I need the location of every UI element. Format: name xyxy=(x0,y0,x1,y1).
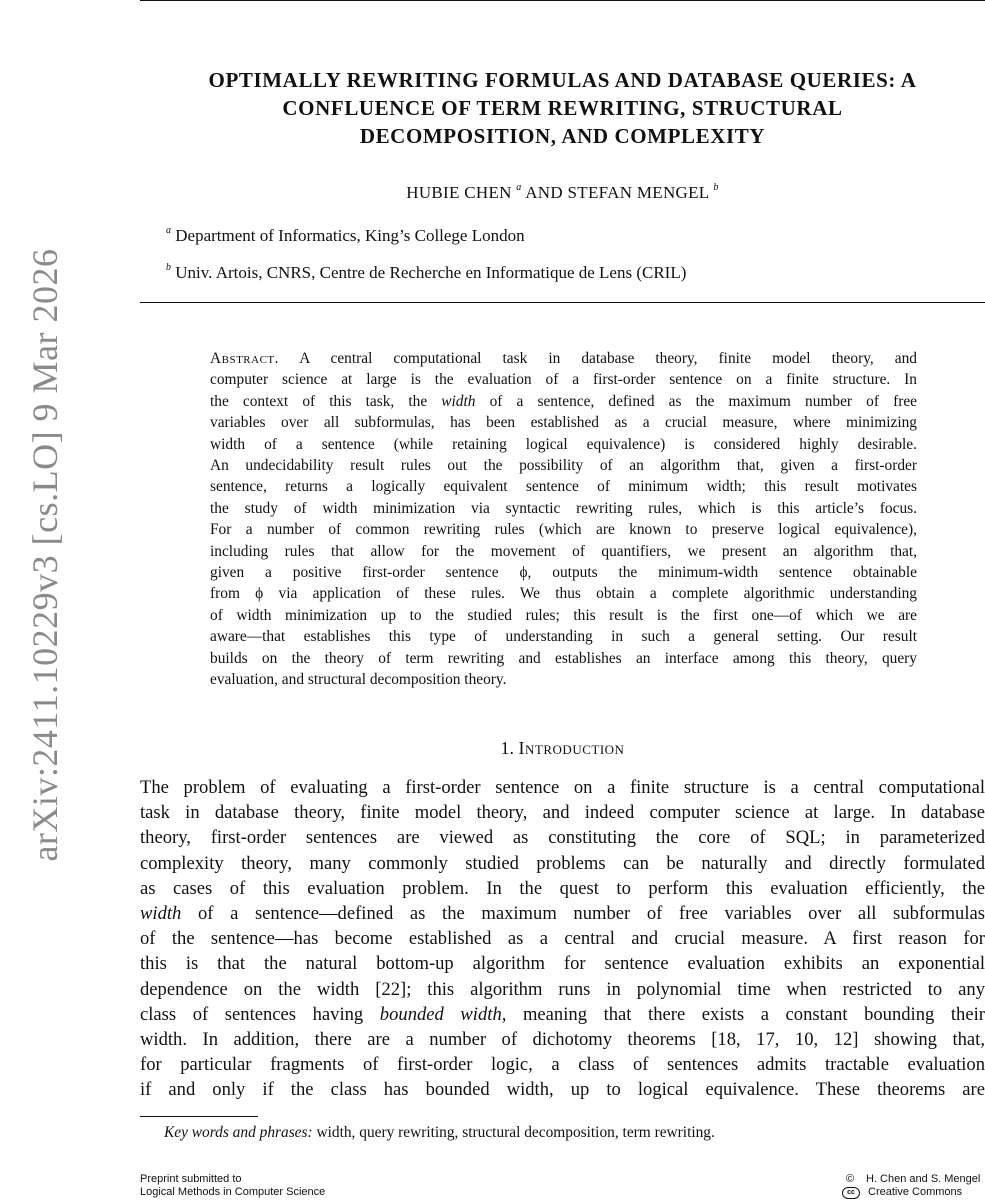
author-list xyxy=(140,183,985,203)
body-line: theory, first-order sentences are viewed as constituting the core of SQL; in parameterized xyxy=(140,827,985,849)
title-line: CONFLUENCE OF TERM REWRITING, STRUCTURAL xyxy=(282,96,843,120)
affiliation-mark: a xyxy=(516,182,522,193)
creative-commons-icon: cc xyxy=(842,1187,860,1199)
abstract-line: aware—that establishes this type of understanding in such a general setting. Our result xyxy=(210,628,917,646)
introduction-text xyxy=(140,775,985,1103)
abstract-line: builds on the theory of term rewriting and establishes an interface among this theory, query xyxy=(210,649,917,667)
body-line: for particular fragments of first-order logic, a class of sentences admits tractable evaluation xyxy=(140,1054,985,1076)
abstract-line: variables over all subformulas, has been established as a crucial measure, where minimizing xyxy=(210,414,917,432)
footer-license xyxy=(842,1173,980,1199)
title-line: OPTIMALLY REWRITING FORMULAS AND DATABASE QUERIES: A xyxy=(208,68,917,92)
body-line: of the sentence—has become established as a central and crucial measure. A first reason for xyxy=(140,928,985,950)
body-line: The problem of evaluating a first-order sentence on a finite structure is a central computational xyxy=(140,777,985,798)
affiliation-mark: b xyxy=(713,182,719,193)
footer-line: Logical Methods in Computer Science xyxy=(140,1186,326,1198)
abstract-label: Abstract. xyxy=(210,350,279,367)
arxiv-identifier: arXiv:2411.10229v3 [cs.LO] 9 Mar 2026 xyxy=(25,248,65,862)
abstract-line: An undecidability result rules out the possibility of an algorithm that, given a first-order xyxy=(210,457,917,475)
footer-line: Creative Commons xyxy=(868,1186,963,1198)
emphasis-width: width xyxy=(441,392,476,410)
keywords-label: Key words and phrases: xyxy=(164,1124,313,1141)
section-title: Introduction xyxy=(518,738,625,758)
footer-journal xyxy=(140,1173,325,1199)
abstract-line: For a number of common rewriting rules (which are known to preserve logical equivalence), xyxy=(210,521,917,539)
body-line: class of sentences having bounded width, meaning that there exists a constant bounding their xyxy=(140,1003,985,1025)
abstract-line: evaluation, and structural decomposition theory. xyxy=(210,671,507,689)
abstract xyxy=(210,348,917,691)
top-rule xyxy=(140,0,985,1)
abstract-line: Abstract. A central computational task in database theory, finite model theory, and xyxy=(210,350,918,367)
body-line: complexity theory, many commonly studied problems can be naturally and directly formulated xyxy=(140,852,985,874)
copyright-icon: © xyxy=(845,1173,855,1185)
body-line: width of a sentence—defined as the maximum number of free variables over all subformulas xyxy=(140,903,985,925)
author-name: HUBIE CHEN xyxy=(406,183,512,202)
author-name: STEFAN MENGEL xyxy=(567,183,709,202)
abstract-line: including rules that allow for the movement of quantifiers, we present an algorithm that, xyxy=(210,542,917,560)
body-line: as cases of this evaluation problem. In the quest to perform this evaluation efficiently, the xyxy=(140,877,985,899)
abstract-line: width of a sentence (while retaining logical equivalence) is considered highly desirable. xyxy=(210,435,917,453)
affiliation-mark: a xyxy=(166,225,171,236)
emphasis-width: width xyxy=(140,903,182,925)
header-rule xyxy=(140,302,985,303)
keywords-footnote xyxy=(164,1124,715,1142)
abstract-line: sentence, returns a logically equivalent sentence of minimum width; this result motivates xyxy=(210,478,917,496)
section-number: 1. xyxy=(500,738,515,758)
section-heading xyxy=(140,738,985,759)
body-line: task in database theory, finite model theory, and indeed computer science at large. In database xyxy=(140,802,985,824)
affiliation-mark: b xyxy=(166,262,171,273)
affiliation xyxy=(166,263,686,283)
body-line: this is that the natural bottom-up algorithm for sentence evaluation exhibits an exponential xyxy=(140,953,985,975)
footer-line: Preprint submitted to xyxy=(140,1173,242,1185)
paper-title xyxy=(140,66,985,150)
abstract-line: of width minimization up to the studied rules; this result is the first one—of which we are xyxy=(210,606,917,624)
footer-line: H. Chen and S. Mengel xyxy=(866,1173,981,1185)
emphasis-bounded-width: bounded width, xyxy=(379,1003,507,1025)
keywords-text: width, query rewriting, structural decomposition, term rewriting. xyxy=(316,1124,715,1141)
affiliation-text: Univ. Artois, CNRS, Centre de Recherche en Informatique de Lens (CRIL) xyxy=(175,263,687,282)
footnote-rule xyxy=(140,1116,258,1117)
abstract-line: from ϕ via application of these rules. We thus obtain a complete algorithmic understanding xyxy=(210,585,917,603)
body-line: dependence on the width [22]; this algorithm runs in polynomial time when restricted to any xyxy=(140,978,985,1000)
abstract-line: computer science at large is the evaluation of a first-order sentence on a finite structure. In xyxy=(210,371,917,389)
body-line: if and only if the class has bounded width, up to logical equivalence. These theorems are xyxy=(140,1079,985,1101)
author-conjunction: AND xyxy=(525,183,563,202)
abstract-line: the context of this task, the width of a sentence, defined as the maximum number of free xyxy=(210,392,917,410)
abstract-line: given a positive first-order sentence ϕ, outputs the minimum-width sentence obtainable xyxy=(210,564,917,582)
body-line: width. In addition, there are a number of dichotomy theorems [18, 17, 10, 12] showing that, xyxy=(140,1029,985,1051)
affiliation-text: Department of Informatics, King’s College London xyxy=(175,226,525,245)
title-line: DECOMPOSITION, AND COMPLEXITY xyxy=(359,124,766,148)
affiliation xyxy=(166,226,525,246)
abstract-line: the study of width minimization via syntactic rewriting rules, which is this article’s focus. xyxy=(210,499,917,517)
